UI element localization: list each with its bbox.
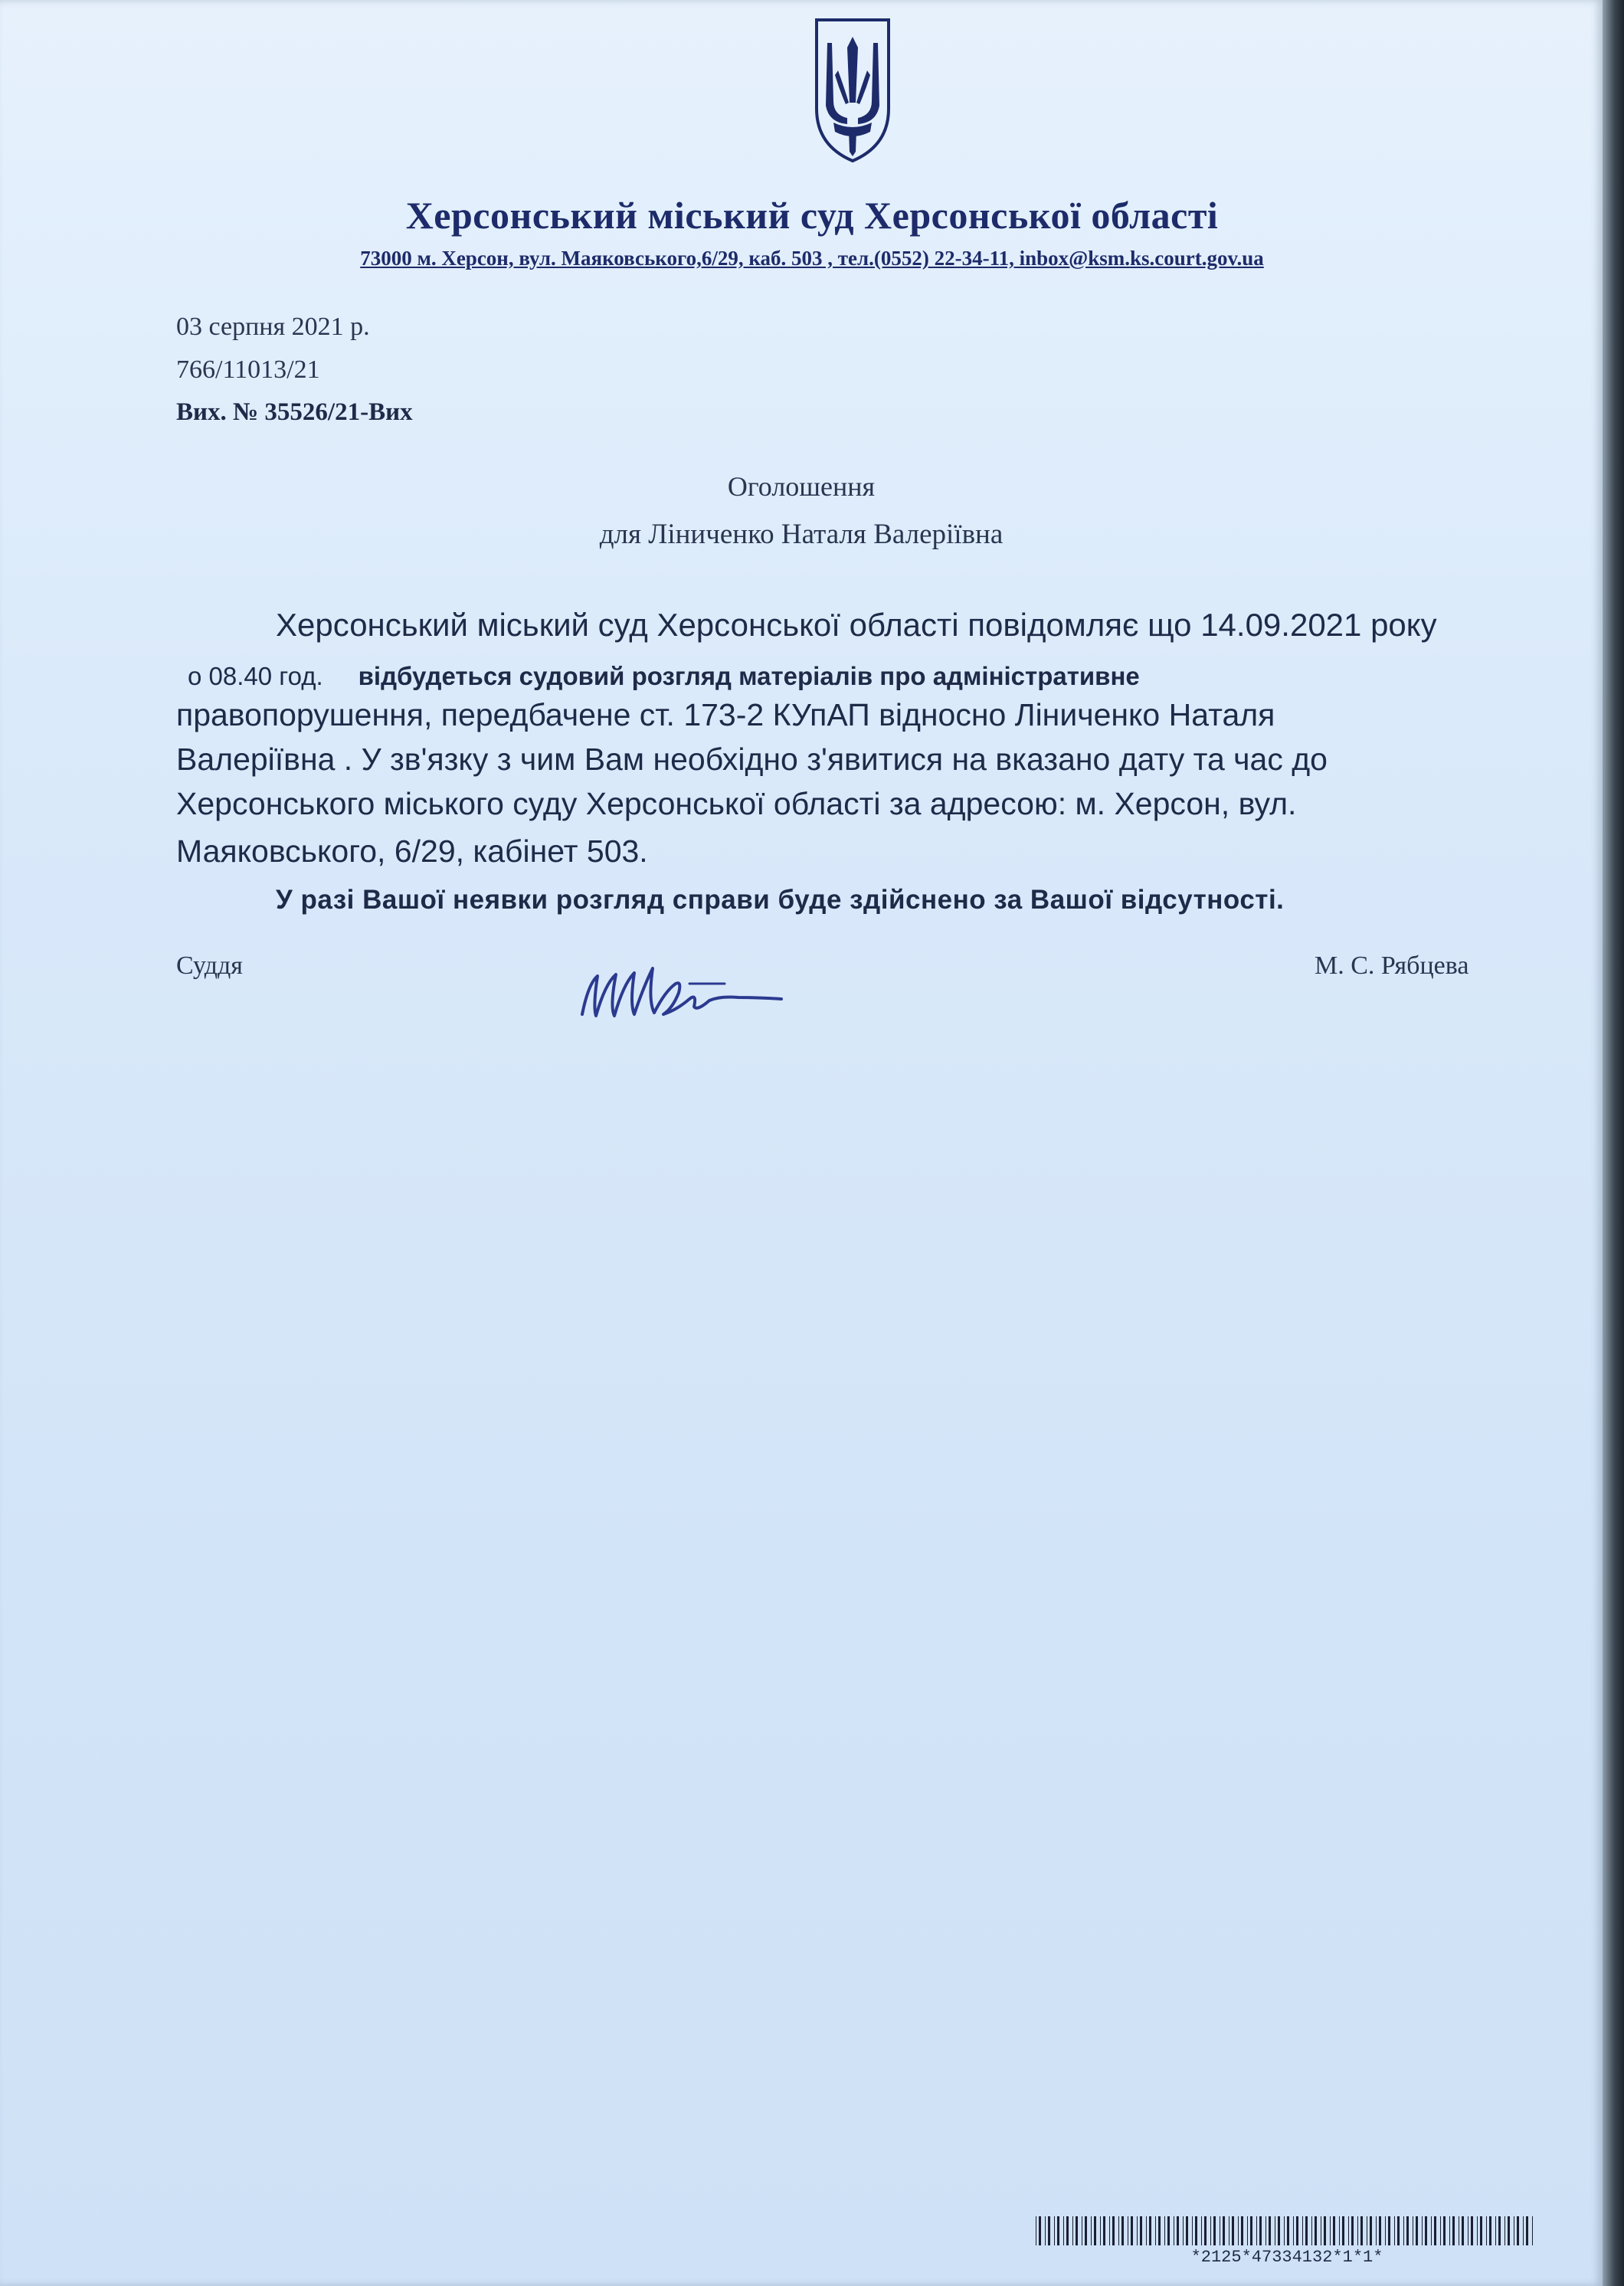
body-line-3: правопорушення, передбачене ст. 173-2 КУпАП відносно Ліниченко Наталя	[176, 697, 1275, 732]
body-line-1: Херсонський міський суд Херсонської області повідомляє що 14.09.2021 року	[276, 607, 1437, 643]
body-line-2	[188, 662, 1140, 691]
page-edge-shadow	[1603, 0, 1624, 2286]
absence-warning: У разі Вашої неявки розгляд справи буде здійснено за Вашої відсутності.	[276, 885, 1285, 915]
barcode-number: *2125*47334132*1*1*	[1190, 2248, 1383, 2267]
document-date: 03 серпня 2021 р.	[176, 313, 370, 341]
coat-of-arms-icon	[810, 17, 895, 164]
hearing-statement: відбудеться судовий розгляд матеріалів про адміністративне	[358, 662, 1140, 690]
court-address-line: 73000 м. Херсон, вул. Маяковського,6/29, каб. 503 , тел.(0552) 22-34-11, inbox@ksm.ks.court.gov.ua	[360, 247, 1264, 270]
case-number: 766/11013/21	[176, 355, 320, 384]
hearing-time: о 08.40 год.	[188, 662, 323, 690]
body-line-4: Валеріївна . У зв'язку з чим Вам необхідно з'явитися на вказано дату та час до	[176, 742, 1328, 777]
outgoing-number: Вих. № 35526/21-Вих	[176, 398, 413, 426]
judge-name: М. С. Рябцева	[1315, 951, 1469, 980]
body-line-6: Маяковського, 6/29, кабінет 503.	[176, 834, 648, 869]
notice-title: Оголошення	[727, 471, 876, 502]
judge-signature	[575, 953, 789, 1030]
body-line-5: Херсонського міського суду Херсонської області за адресою: м. Херсон, вул.	[176, 786, 1297, 821]
court-name-heading: Херсонський міський суд Херсонської області	[405, 194, 1219, 237]
judge-label: Суддя	[176, 951, 243, 980]
document-barcode	[1036, 2216, 1538, 2245]
notice-recipient: для Ліниченко Наталя Валеріївна	[599, 519, 1004, 550]
